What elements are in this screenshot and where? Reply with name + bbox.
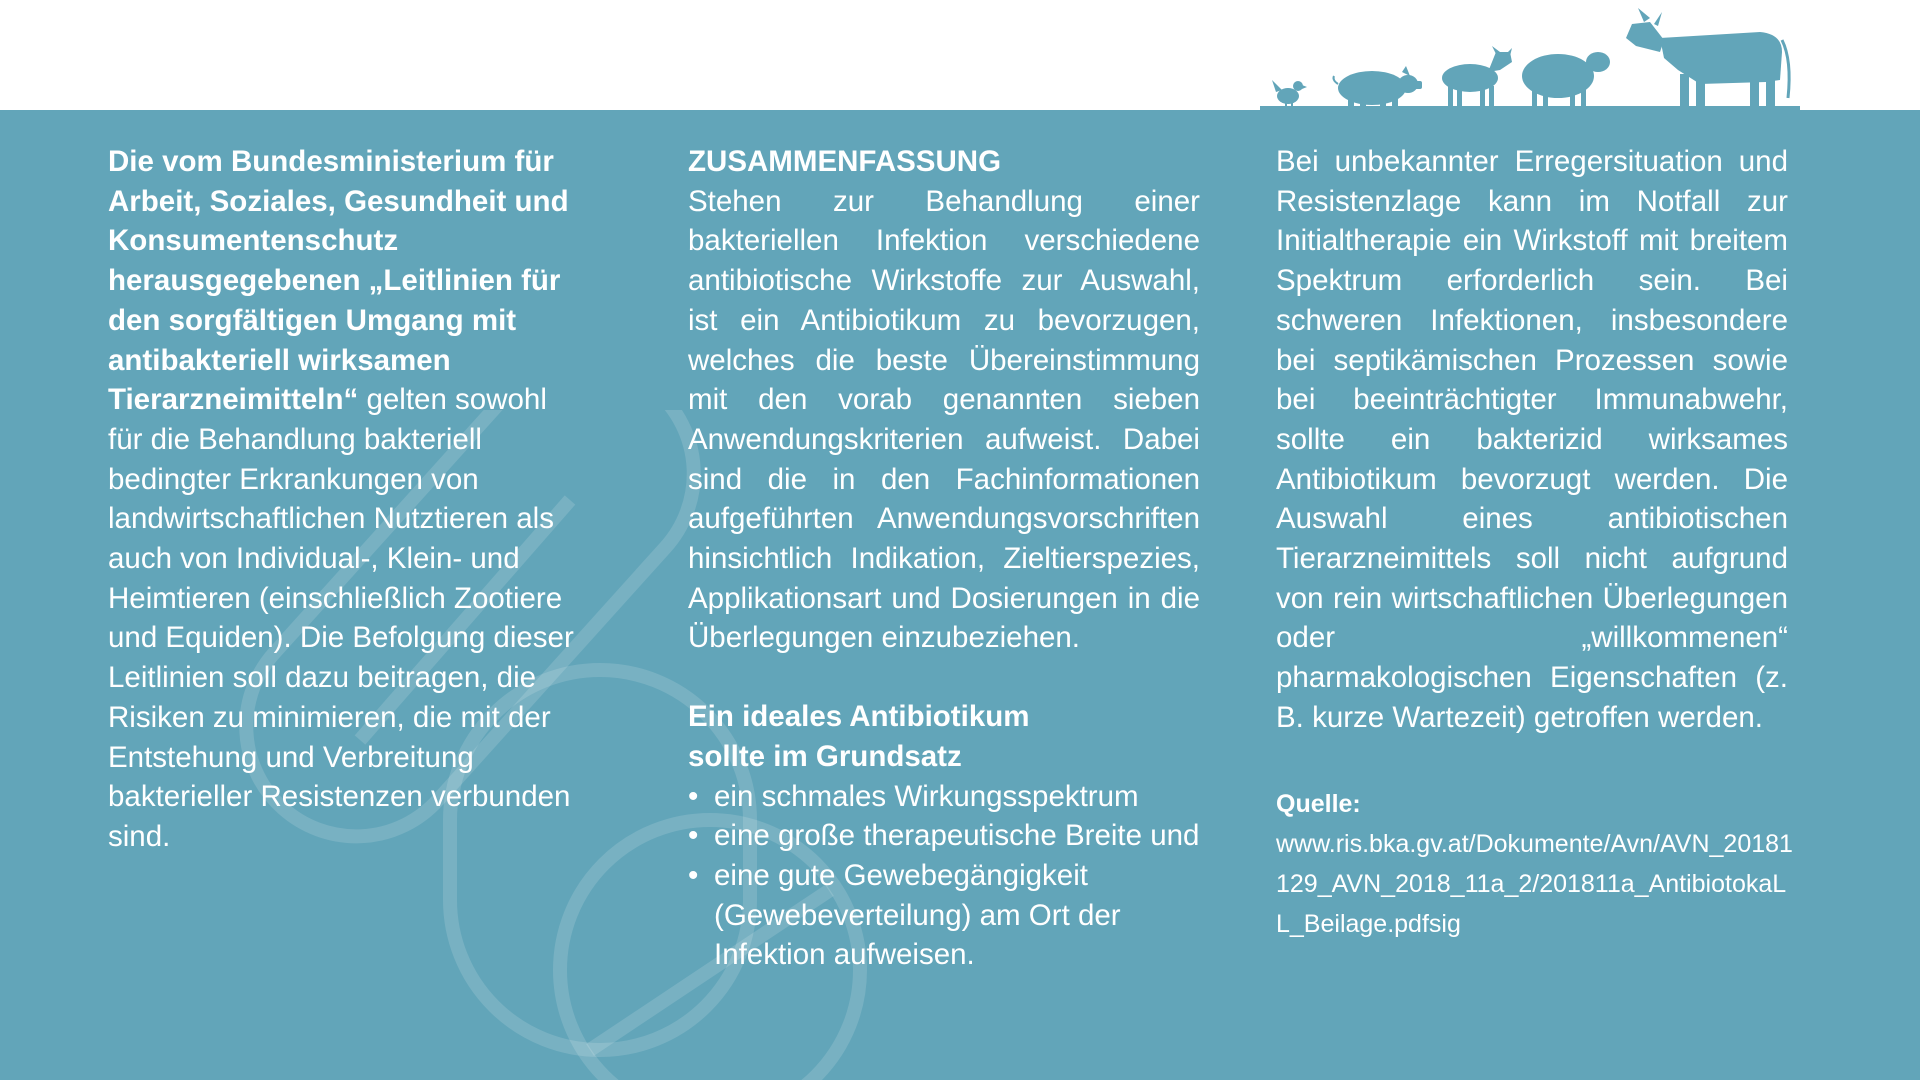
intro-bold-text: Die vom Bundesministerium für Arbeit, Soziales, Gesundheit und Konsumentenschutz herausgegebenen „Leitlinien für den sorgfältigen Umgang mit antibakteriell wirksamen Tierarzneimitteln“: [108, 145, 569, 417]
recommendation-paragraph: Bei unbekannter Erregersituation und Resistenzlage kann im Notfall zur Initialtherapie ein Wirkstoff mit breitem Spektrum erforderlich sein. Bei schweren Infektionen, insbesondere bei septikämischen Prozessen sowie bei beeinträchtigter Immunabwehr, sollte ein bakterizid wirksames Antibiotikum bevorzugt werden. Die Auswahl eines antibiotischen Tierarzneimittels soll nicht aufgrund von rein wirtschaftlichen Überlegungen oder „willkommenen“ pharmakologischen Eigenschaften (z. B. kurze Wartezeit) getroffen werden.: [1276, 145, 1788, 734]
ideal-antibiotic-heading-line2: sollte im Grundsatz: [688, 739, 962, 773]
content-panel: [0, 110, 1920, 1080]
pig-icon: [1334, 66, 1423, 110]
summary-paragraph: Stehen zur Behandlung einer bakteriellen Infektion verschiedene antibiotische Wirkstoffe zur Auswahl, ist ein Antibiotikum zu bevorzugen, welches die beste Übereinstimmung mit den vorab genannten sieben Anwendungskriterien aufweist. Dabei sind die in den Fachinformationen aufgeführten Anwendungsvorschriften hinsichtlich Indikation, Zieltierspezies, Applikationsart und Dosierungen in die Überlegungen einzubeziehen.: [688, 184, 1200, 655]
list-item: [688, 856, 1200, 975]
list-item: [688, 816, 1200, 856]
ideal-antibiotic-heading-line1: Ein ideales Antibiotikum: [688, 700, 1030, 734]
header-band: [0, 0, 1920, 110]
list-item-text: eine gute Gewebegängigkeit (Gewebeverteilung) am Ort der Infektion aufweisen.: [714, 858, 1121, 972]
source-url: www.ris.bka.gv.at/Dokumente/Avn/AVN_20181129_AVN_2018_11a_2/201811a_AntibiotokaLL_Beilage.pdfsig: [1276, 829, 1793, 938]
list-item: [688, 777, 1200, 817]
intro-column: [108, 142, 588, 857]
bullet-icon: •: [688, 819, 699, 853]
list-item-text: ein schmales Wirkungsspektrum: [714, 779, 1139, 813]
chicken-icon: [1272, 80, 1307, 110]
goat-icon: [1442, 46, 1512, 110]
source-label: Quelle:: [1276, 789, 1361, 818]
intro-body-text: gelten sowohl für die Behandlung bakteriell bedingter Erkrankungen von landwirtschaftlichen Nutztieren als auch von Individual-, Klein- und Heimtieren (einschließlich Zootiere und Equiden). Die Befolgung dieser Leitlinien soll dazu beitragen, die Risiken zu minimieren, die mit der Entstehung und Verbreitung bakterieller Resistenzen verbunden sind.: [108, 383, 574, 853]
list-item-text: eine große therapeutische Breite und: [714, 819, 1200, 853]
intro-paragraph: [108, 142, 588, 857]
summary-column: [688, 142, 1200, 975]
bullet-icon: •: [688, 779, 699, 813]
farm-animals-illustration: [1260, 0, 1800, 112]
section-spacer: [688, 658, 1200, 697]
summary-heading: ZUSAMMENFASSUNG: [688, 145, 1002, 178]
criteria-list: [688, 777, 1200, 976]
cow-icon: [1626, 8, 1789, 110]
sheep-icon: [1522, 52, 1610, 110]
bullet-icon: •: [688, 858, 699, 892]
recommendation-column: [1276, 142, 1793, 944]
